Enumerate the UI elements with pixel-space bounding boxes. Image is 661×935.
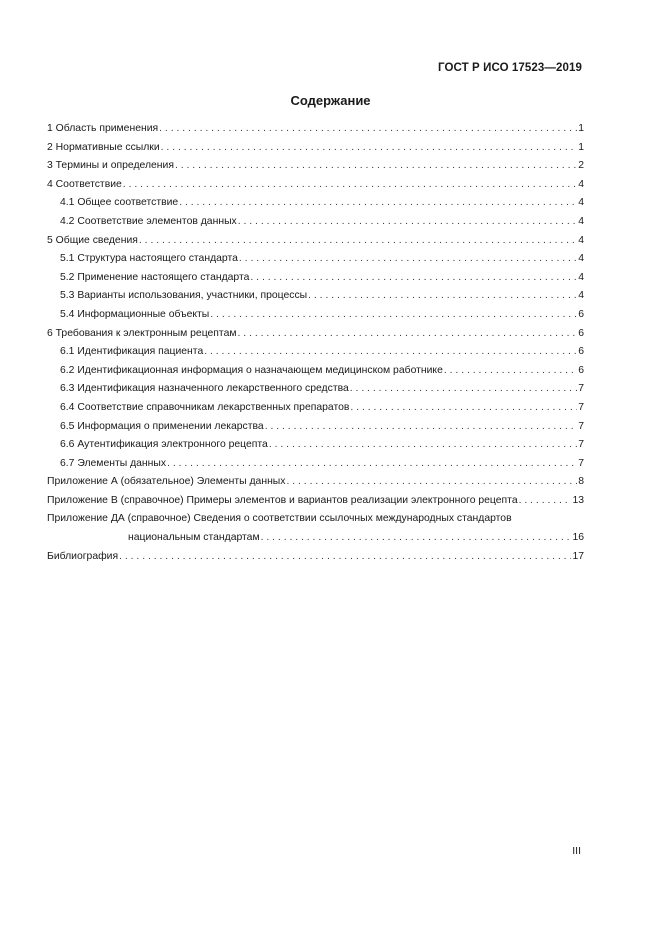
page-number: III	[572, 845, 581, 857]
toc-title: Содержание	[290, 93, 371, 108]
toc-page-number: 1	[578, 123, 584, 134]
toc-entry-continuation[interactable]: национальным стандартам . . . 16	[47, 529, 584, 548]
toc-entry[interactable]: 3 Термины и определения . . . 2	[47, 157, 584, 176]
toc-entry[interactable]: 5.3 Варианты использования, участники, процессы . . . 4	[47, 287, 584, 306]
toc-page-number: 4	[578, 253, 584, 265]
toc-entry[interactable]: 4.1 Общее соответствие . . . 4	[47, 194, 584, 213]
toc-entry[interactable]: 2 Нормативные ссылки . . . 1	[47, 139, 584, 158]
toc-page-number: 4	[578, 290, 584, 302]
toc-page-number: 17	[572, 550, 584, 562]
document-code: ГОСТ Р ИСО 17523—2019	[437, 62, 582, 74]
toc-entry[interactable]: 4.2 Соответствие элементов данных . . . 4	[47, 213, 584, 232]
toc-page-number: 4	[578, 271, 584, 283]
toc-entry[interactable]: 6.2 Идентификационная информация о назначающем медицинском работнике . . . 6	[47, 362, 584, 381]
toc-entry[interactable]: 6 Требования к электронным рецептам . . . 6	[47, 325, 584, 344]
toc-page-number: 6	[578, 364, 584, 376]
toc-page-number: 7	[578, 401, 584, 413]
toc-page-number: 13	[572, 494, 584, 506]
toc-entry[interactable]: 6.7 Элементы данных . . . 7	[47, 455, 584, 474]
toc-page-number: 7	[578, 457, 584, 469]
toc-page-number: 8	[578, 476, 584, 488]
toc-page-number: 7	[578, 383, 584, 395]
toc-entry[interactable]: 1 Область применения . . . 1	[47, 120, 584, 139]
toc-page-number: 6	[578, 308, 584, 320]
toc-page-number: 16	[572, 532, 584, 544]
toc-page-number: 7	[578, 439, 584, 451]
toc-page-number: 4	[578, 178, 584, 190]
toc-page-number: 4	[578, 215, 584, 227]
toc-entry[interactable]: 5.4 Информационные объекты . . . 6	[47, 306, 584, 325]
toc-entry[interactable]: 6.3 Идентификация назначенного лекарственного средства . . . 7	[47, 380, 584, 399]
toc-page-number: 6	[578, 346, 584, 358]
toc-page-number: 1	[578, 141, 584, 153]
toc-entry[interactable]: Приложение ДА (справочное) Сведения о соответствии ссылочных международных стандартов	[47, 513, 512, 525]
table-of-contents	[47, 120, 584, 566]
toc-entry[interactable]: 5 Общие сведения . . . 4	[47, 232, 584, 251]
toc-entry[interactable]: 6.1 Идентификация пациента . . . 6	[47, 343, 584, 362]
toc-page-number: 2	[578, 160, 584, 172]
toc-entry[interactable]: 6.6 Аутентификация электронного рецепта . . . 7	[47, 436, 584, 455]
toc-page-number: 6	[578, 327, 584, 339]
toc-entry[interactable]: Приложение В (справочное) Примеры элементов и вариантов реализации электронного рецепта . . . 13	[47, 492, 584, 511]
toc-entry[interactable]: 5.2 Применение настоящего стандарта . . . 4	[47, 269, 584, 288]
toc-entry[interactable]: 6.4 Соответствие справочникам лекарственных препаратов . . . 7	[47, 399, 584, 418]
toc-entry[interactable]: Библиография . . . 17	[47, 548, 584, 567]
toc-entry[interactable]: 4 Соответствие . . . 4	[47, 176, 584, 195]
toc-entry[interactable]: 5.1 Структура настоящего стандарта . . . 4	[47, 250, 584, 269]
toc-entry[interactable]: 6.5 Информация о применении лекарства . . . 7	[47, 418, 584, 437]
toc-page-number: 4	[578, 197, 584, 209]
toc-entry[interactable]: Приложение А (обязательное) Элементы данных . . . 8	[47, 473, 584, 492]
toc-page-number: 4	[578, 234, 584, 246]
toc-page-number: 7	[578, 420, 584, 432]
